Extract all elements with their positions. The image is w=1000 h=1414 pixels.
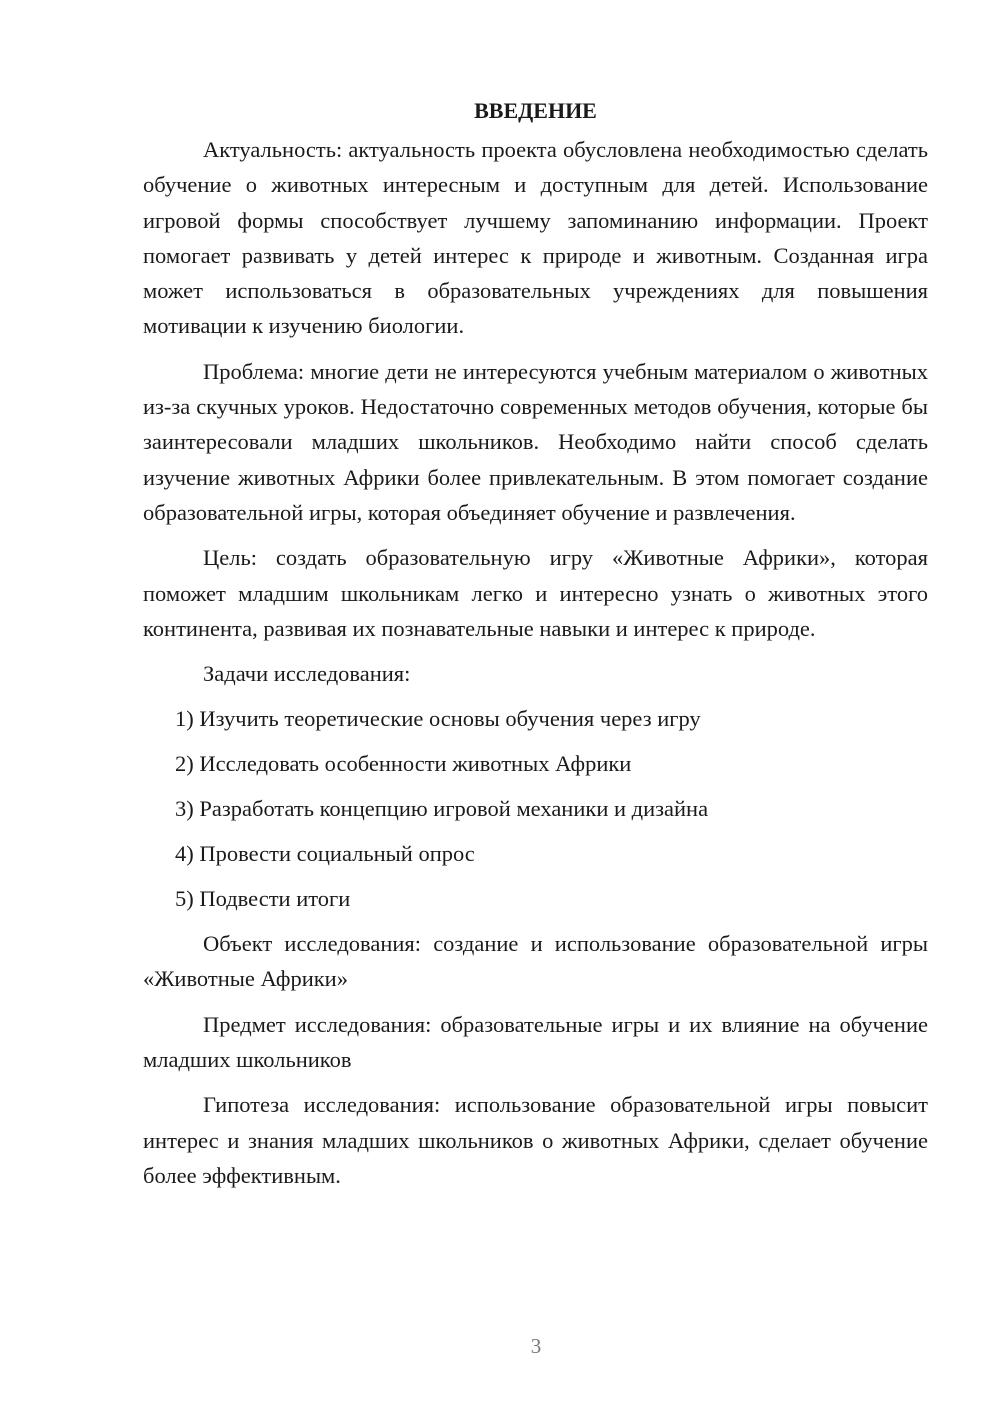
page-title: ВВЕДЕНИЕ [474, 98, 597, 123]
task-item: 1) Изучить теоретические основы обучения через игру [175, 706, 701, 732]
paragraph-object: Объект исследования: создание и использование образовательной игры «Животные Африки» [143, 931, 928, 992]
task-item: 2) Исследовать особенности животных Африки [175, 751, 632, 777]
document-page [143, 96, 928, 1203]
page-number: 3 [530, 1334, 542, 1358]
paragraph-subject: Предмет исследования: образовательные игры и их влияние на обучение младших школьников [143, 1011, 928, 1073]
task-item: 3) Разработать концепцию игровой механики и дизайна [175, 796, 709, 822]
tasks-title: Задачи исследования: [203, 661, 411, 687]
task-item: 5) Подвести итоги [175, 886, 351, 912]
paragraph-hypothesis: Гипотеза исследования: использование образовательной игры повысит интерес и знания младших школьников о животных Африки, сделает обучение более эффективным. [143, 1092, 928, 1188]
task-list [143, 701, 928, 916]
paragraph-relevance: Актуальность: актуальность проекта обусловлена необходимостью сделать обучение о животных интересным и доступным для детей. Использование игровой формы способствует лучшему запоминанию информации. Проект помогает развивать у детей интерес к природе и животным. Созданная игра может использоваться в образовательных учреждениях для повышения мотивации к изучению биологии. [143, 137, 928, 339]
task-item: 4) Провести социальный опрос [175, 841, 475, 867]
paragraph-problem: Проблема: многие дети не интересуются учебным материалом о животных из-за скучных уроков. Недостаточно современных методов обучения, которые бы заинтересовали младших школьников. Необходимо найти способ сделать изучение животных Африки более привлекательным. В этом помогает создание образовательной игры, которая объединяет обучение и развлечения. [143, 358, 928, 525]
paragraph-goal: Цель: создать образовательную игру «Животные Африки», которая поможет младшим школьникам легко и интересно узнать о животных этого континента, развивая их познавательные навыки и интерес к природе. [143, 545, 928, 641]
